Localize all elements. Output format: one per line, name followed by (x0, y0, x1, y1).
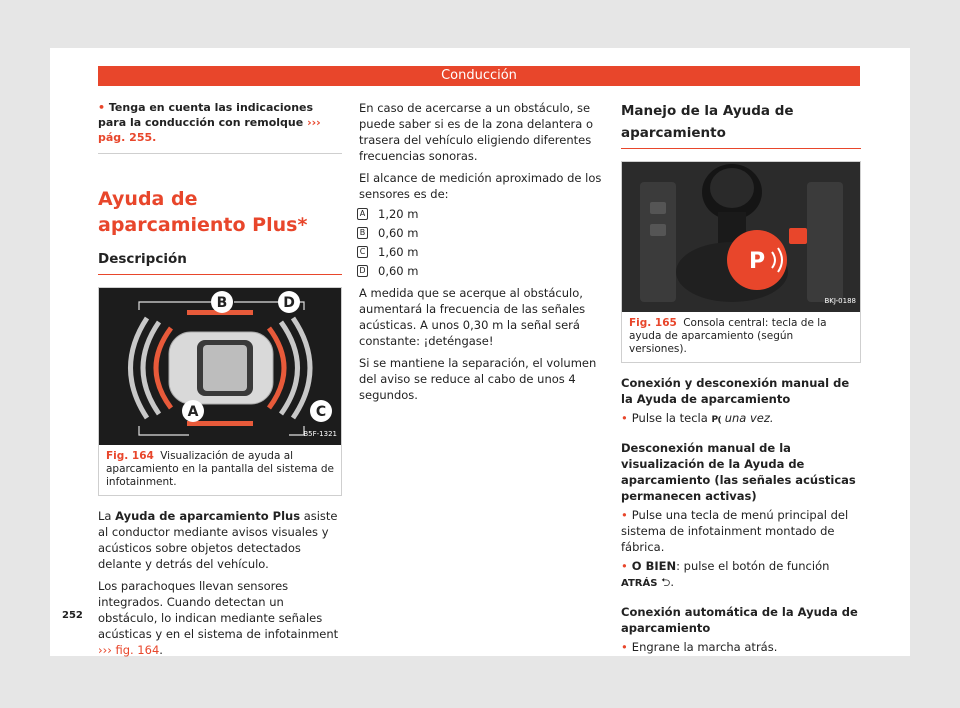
heading-manual-toggle: Conexión y desconexión manual de la Ayuda de aparcamiento (621, 376, 850, 406)
note-text: Tenga en cuenta las indicaciones para la conducción con remolque (98, 101, 314, 129)
park-assist-key-icon: P⦅ (711, 415, 722, 425)
figure-caption (99, 445, 341, 495)
paragraph-volume: Si se mantiene la separación, el volumen del aviso se reduce al cabo de unos 4 segundos. (359, 356, 597, 402)
label-c: C (315, 404, 327, 420)
bullet-reverse (621, 639, 861, 655)
back-mid: : pulse el botón de función (676, 559, 830, 573)
label-a-circle (182, 400, 204, 422)
note-page-ref[interactable]: ››› pág. 255. (98, 116, 321, 144)
park-assist-display-image (99, 288, 341, 445)
label-b: B (216, 295, 228, 311)
paragraph-intro (98, 508, 342, 572)
range-list (359, 206, 603, 279)
sub-title: Descripción (98, 250, 342, 275)
front-sensor-zones (269, 318, 310, 418)
bullet-press-key (621, 410, 861, 428)
heading-auto-on: Conexión automática de la Ayuda de aparcamiento (621, 605, 858, 635)
note-bullet: • (98, 101, 106, 114)
heading-display-off: Desconexión manual de la visualización de la Ayuda de aparcamiento (las señales acústicas permanecen activas) (621, 441, 856, 503)
range-item (359, 263, 603, 279)
range-value: 0,60 m (378, 264, 419, 278)
column-middle (359, 100, 603, 403)
console-diagram (622, 162, 860, 312)
bullet-dot: • (621, 640, 628, 654)
back-arrow-icon: ⮌ (661, 575, 671, 589)
sensors-text: Los parachoques llevan sensores integrados. Cuando detectan un obstáculo, lo indican mediante señales acústicas y en el sistema de infotainment (98, 579, 339, 641)
chapter-header: Conducción (98, 66, 860, 86)
bullet-menu-key (621, 507, 861, 555)
label-b-circle (211, 291, 233, 313)
back-key-label: ATRÁS (621, 578, 658, 589)
column-left (98, 100, 342, 658)
bullet-dot: • (621, 411, 628, 425)
svg-text:P: P (748, 249, 766, 274)
center-console-image (622, 162, 860, 312)
figure-caption-text: Visualización de ayuda al aparcamiento en la pantalla del sistema de infotainment. (106, 450, 334, 488)
figure-caption (622, 312, 860, 362)
reverse-text: Engrane la marcha atrás. (631, 640, 778, 654)
range-label: A (357, 208, 368, 220)
paragraph-range-intro: El alcance de medición aproximado de los sensores es de: (359, 171, 602, 201)
paragraph-sensors (98, 578, 342, 658)
car-top-view (169, 332, 273, 404)
range-value: 1,20 m (378, 207, 419, 221)
paragraph-approach: A medida que se acerque al obstáculo, aumentará la frecuencia de las señales acústicas. A unos 0,30 m la señal será constante: ¡deténgase! (359, 286, 586, 348)
sensors-end: . (159, 643, 163, 657)
label-c-circle (310, 400, 332, 422)
back-end: . (670, 575, 674, 589)
range-value: 1,60 m (378, 245, 419, 259)
figure-code: BKJ-0188 (824, 297, 856, 305)
bullet-dot: • (621, 559, 628, 573)
figure-number: Fig. 164 (106, 450, 154, 462)
figure-caption-text: Consola central: tecla de la ayuda de aparcamiento (según versiones). (629, 317, 827, 355)
press-key-post: una vez. (724, 411, 774, 425)
bullet-back-button (621, 558, 861, 592)
figure-164 (98, 287, 342, 496)
or-label: O BIEN (631, 559, 677, 573)
label-d: D (283, 295, 295, 311)
intro-pre: La (98, 509, 112, 523)
range-item (359, 244, 603, 260)
range-item (359, 206, 603, 222)
figure-number: Fig. 165 (629, 317, 677, 329)
section-heading: Manejo de la Ayuda de aparcamiento (621, 100, 861, 149)
range-item (359, 225, 603, 241)
section-title: Ayuda de aparcamiento Plus* (98, 188, 308, 236)
range-label: D (357, 265, 368, 277)
label-d-circle (278, 291, 300, 313)
paragraph-frequency: En caso de acercarse a un obstáculo, se puede saber si es de la zona delantera o trasera del vehículo eligiendo diferentes frecuencias sonoras. (359, 101, 594, 163)
intro-post: asiste al conductor mediante avisos visuales y acústicos sobre objetos detectados delante y detrás del vehículo. (98, 509, 338, 571)
intro-bold: Ayuda de aparcamiento Plus (115, 509, 301, 523)
rear-sensor-zones (131, 318, 172, 418)
range-label: C (357, 246, 368, 258)
press-key-pre: Pulse la tecla (631, 411, 708, 425)
column-right (621, 100, 861, 655)
range-value: 0,60 m (378, 226, 419, 240)
range-label: B (357, 227, 368, 239)
note-box (98, 100, 342, 154)
car-sensor-diagram (99, 288, 341, 445)
figure-165 (621, 161, 861, 363)
manual-page (50, 48, 910, 656)
bullet-dot: • (621, 508, 628, 522)
label-a: A (187, 404, 199, 420)
page-number: 252 (62, 610, 83, 621)
menu-key-text: Pulse una tecla de menú principal del sistema de infotainment montado de fábrica. (621, 508, 849, 554)
fig-ref-link[interactable]: ››› fig. 164 (98, 643, 160, 657)
figure-code: B5F-1321 (303, 430, 337, 438)
